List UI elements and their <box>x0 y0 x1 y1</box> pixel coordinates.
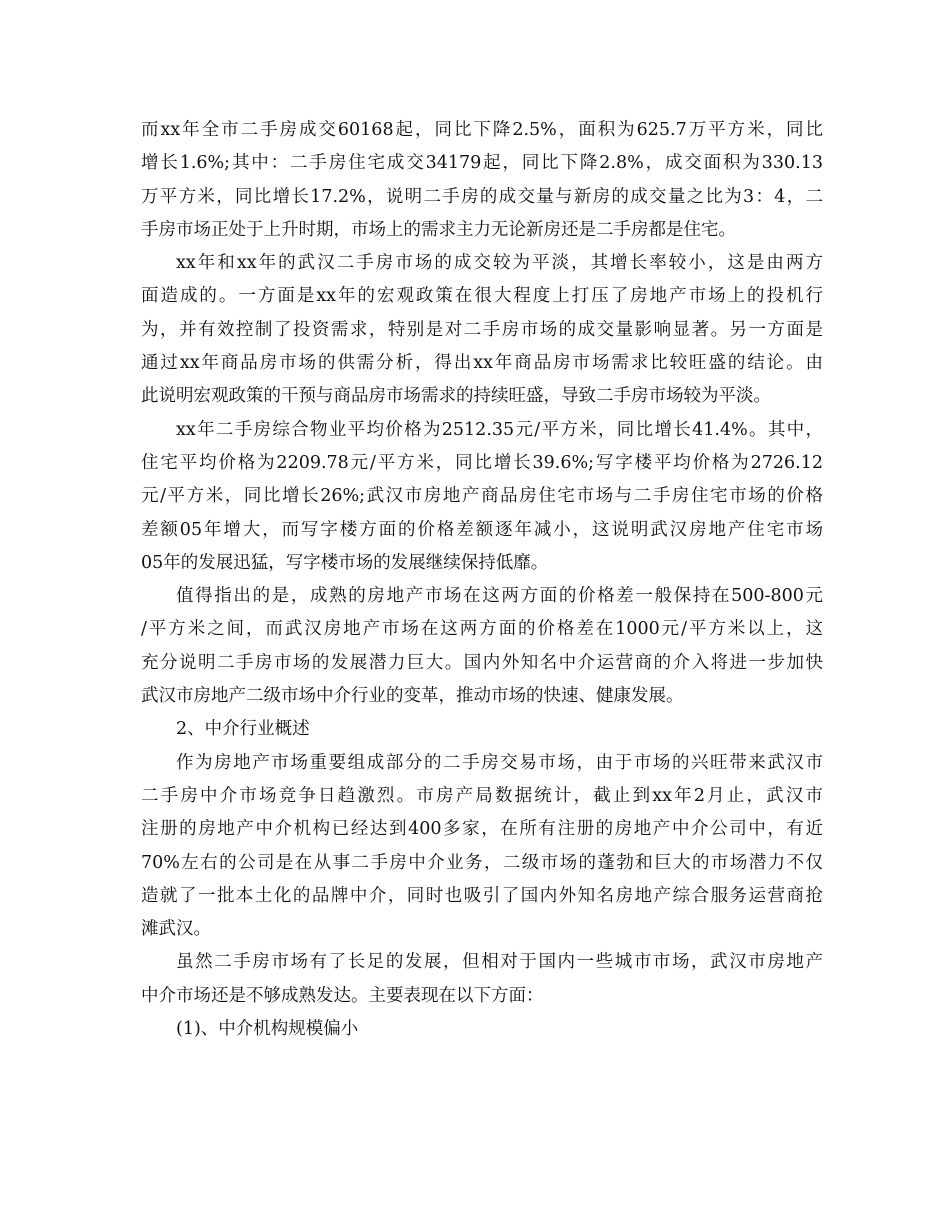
text-line: xx年和xx年的武汉二手房市场的成交较为平淡，其增长率较小，这是由两方 <box>176 253 823 274</box>
text-line: 手房市场正处于上升时期，市场上的需求主力无论新房还是二手房都是住宅。 <box>141 219 736 240</box>
text-line: 注册的房地产中介机构已经达到400多家，在所有注册的房地产中介公司中，有近 <box>141 819 823 840</box>
text-line: xx年二手房综合物业平均价格为2512.35元/平方米，同比增长41.4%。其中， <box>176 419 823 440</box>
text-line: 万平方米，同比增长17.2%，说明二手房的成交量与新房的成交量之比为3：4，二 <box>141 186 823 207</box>
text-line: /平方米之间，而武汉房地产市场在这两方面的价格差在1000元/平方米以上，这 <box>141 619 823 640</box>
document-body <box>141 114 823 1046</box>
text-line: 造就了一批本土化的品牌中介，同时也吸引了国内外知名房地产综合服务运营商抢 <box>141 885 823 906</box>
text-line: 70%左右的公司是在从事二手房中介业务，二级市场的蓬勃和巨大的市场潜力不仅 <box>141 852 823 873</box>
text-line: 元/平方米，同比增长26%;武汉市房地产商品房住宅市场与二手房住宅市场的价格 <box>141 486 823 507</box>
text-line: 武汉市房地产二级市场中介行业的变革，推动市场的快速、健康发展。 <box>141 686 684 707</box>
text-line: 通过xx年商品房市场的供需分析，得出xx年商品房市场需求比较旺盛的结论。由 <box>141 353 823 374</box>
text-line: 虽然二手房市场有了长足的发展，但相对于国内一些城市市场，武汉市房地产 <box>176 952 823 973</box>
text-line: 住宅平均价格为2209.78元/平方米，同比增长39.6%;写字楼平均价格为2726.12 <box>141 452 823 473</box>
text-line: 增长1.6%;其中：二手房住宅成交34179起，同比下降2.8%，成交面积为330.13 <box>141 153 823 174</box>
text-line: 2、中介行业概述 <box>176 719 310 740</box>
text-line: 面造成的。一方面是xx年的宏观政策在很大程度上打压了房地产市场上的投机行 <box>141 286 823 307</box>
text-line: (1)、中介机构规模偏小 <box>176 1019 359 1040</box>
text-line: 差额05年增大，而写字楼方面的价格差额逐年减小，这说明武汉房地产住宅市场 <box>141 519 823 540</box>
text-line: 二手房中介市场竞争日趋激烈。市房产局数据统计，截止到xx年2月止，武汉市 <box>141 785 823 806</box>
text-line: 05年的发展迅猛，写字楼市场的发展继续保持低靡。 <box>141 552 549 573</box>
text-line: 作为房地产市场重要组成部分的二手房交易市场，由于市场的兴旺带来武汉市 <box>176 752 823 773</box>
text-line: 滩武汉。 <box>141 919 211 940</box>
text-line: 充分说明二手房市场的发展潜力巨大。国内外知名中介运营商的介入将进一步加快 <box>141 652 823 673</box>
text-line: 此说明宏观政策的干预与商品房市场需求的持续旺盛，导致二手房市场较为平淡。 <box>141 386 771 407</box>
text-line: 而xx年全市二手房成交60168起，同比下降2.5%，面积为625.7万平方米，同比 <box>141 120 823 140</box>
text-line: 为，并有效控制了投资需求，特别是对二手房市场的成交量影响显著。另一方面是 <box>141 319 823 340</box>
text-line: 值得指出的是，成熟的房地产市场在这两方面的价格差一般保持在500-800元 <box>176 586 823 607</box>
text-line: 中介市场还是不够成熟发达。主要表现在以下方面： <box>141 985 544 1006</box>
